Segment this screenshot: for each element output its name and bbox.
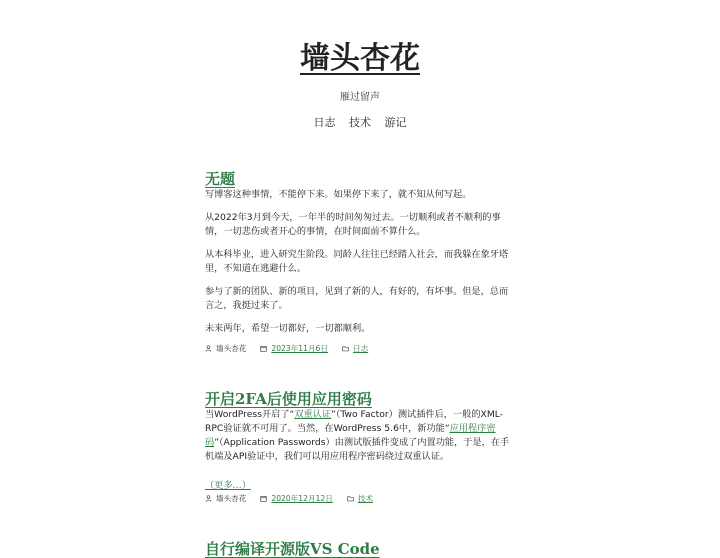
two-factor-link[interactable]: 双重认证 [294, 409, 332, 420]
post-author [205, 493, 246, 504]
author-name[interactable]: 墙头杏花 [216, 344, 247, 353]
post-date [260, 493, 332, 504]
paragraph-text: ”（Two Factor）测试插件后，一般的XML-RPC验证就不可用了。当然，在WordPress 5.6中，新功能“ [205, 409, 504, 434]
nav-item-travel[interactable]: 游记 [384, 116, 407, 129]
nav-item-diary[interactable]: 日志 [313, 116, 336, 129]
main-nav [0, 114, 720, 130]
post-2fa-app-password [205, 390, 515, 504]
paragraph-text: ”（Application Passwords）由测试版插件变成了内置功能，于是，在手机端及API验证中，我们可以用应用程序密码绕过双重认证。 [205, 437, 510, 462]
post-vscode-build [205, 540, 515, 558]
site-title[interactable]: 墙头杏花 [300, 41, 420, 76]
post-paragraph [205, 408, 515, 464]
calendar-icon [260, 345, 267, 352]
author-name[interactable]: 墙头杏花 [216, 494, 247, 503]
post-date-link[interactable]: 2020年12月12日 [271, 494, 333, 503]
post-paragraph: 参与了新的团队、新的项目，见到了新的人，有好的，有坏事。但是，总而言之，我挺过来了。 [205, 286, 509, 311]
post-title[interactable]: 无题 [205, 170, 236, 188]
post-meta [205, 343, 515, 354]
post-category-link[interactable]: 日志 [352, 344, 369, 353]
post-title[interactable]: 开启2FA后使用应用密码 [205, 390, 372, 408]
post-category [342, 343, 368, 354]
post-list [205, 170, 515, 558]
post-paragraph: 未来两年，希望一切都好，一切都顺利。 [205, 323, 371, 334]
post-author [205, 343, 246, 354]
read-more-link[interactable]: （更多…） [205, 480, 251, 491]
post-date [260, 343, 328, 354]
post-paragraph: 从2022年3月到今天，一年半的时间匆匆过去。一切顺利或者不顺利的事情，一切悲伤或者开心的事情，在时间面前不算什么。 [205, 212, 501, 237]
user-icon [205, 345, 212, 352]
post-untitled [205, 170, 515, 354]
post-category-link[interactable]: 技术 [357, 494, 373, 503]
post-meta [205, 493, 515, 504]
site-description: 雁过留声 [340, 92, 380, 103]
post-category [347, 493, 373, 504]
post-paragraph: 写博客这种事情，不能停下来。如果停下来了，就不知从何写起。 [205, 189, 472, 200]
app-password-link[interactable]: 应用程序密码 [205, 423, 496, 448]
nav-item-tech[interactable]: 技术 [349, 116, 371, 129]
paragraph-text: 当WordPress开启了“ [205, 409, 295, 420]
post-paragraph: 从本科毕业，进入研究生阶段。同龄人往往已经踏入社会，而我躲在象牙塔里，不知道在逃避什么。 [205, 249, 509, 274]
folder-icon [342, 345, 349, 352]
folder-icon [347, 495, 354, 502]
site-header [0, 0, 720, 130]
user-icon [205, 495, 212, 502]
post-title[interactable]: 自行编译开源版VS Code [205, 540, 380, 558]
calendar-icon [260, 495, 267, 502]
post-date-link[interactable]: 2023年11月6日 [271, 344, 328, 353]
